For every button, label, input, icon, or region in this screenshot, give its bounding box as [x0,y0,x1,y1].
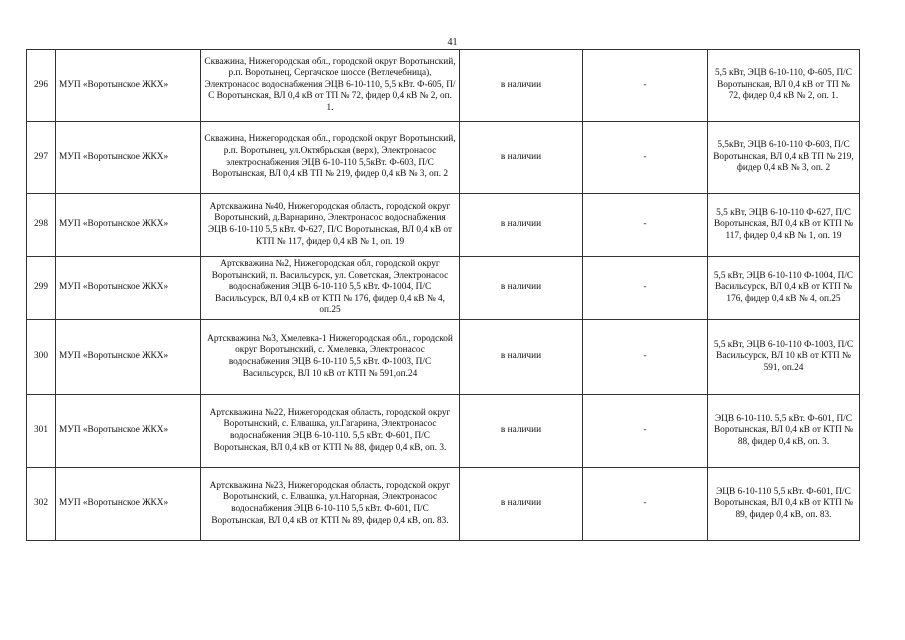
object-description-cell: Артскважина №40, Нижегородская область, городской округ Воротынский, д.Варнарино, Электронасос водоснабжения ЭЦВ 6-10-110 5,5 кВт. Ф-627, П/С Воротынская, ВЛ 0,4 кВ от КТП № 117, фидер 0,4 кВ № 1, оп. 19 [201,194,460,257]
row-number: 299 [27,257,56,320]
organization-cell: МУП «Воротынское ЖКХ» [56,395,201,468]
empty-value-cell: - [583,320,708,395]
parameters-cell: 5,5кВт, ЭЦВ 6-10-110 Ф-603, П/С Воротынская, ВЛ 0,4 кВ ТП № 219, фидер 0,4 кВ № 3, оп. 2 [708,122,860,194]
parameters-cell: 5,5 кВт, ЭЦВ 6-10-110 Ф-1004, П/С Васильсурск, ВЛ 0,4 кВ от КТП № 176, фидер 0,4 кВ № 4, оп.25 [708,257,860,320]
status-cell: в наличии [460,395,583,468]
status-cell: в наличии [460,257,583,320]
organization-cell: МУП «Воротынское ЖКХ» [56,194,201,257]
row-number: 297 [27,122,56,194]
object-description-cell: Артскважина №2, Нижегородская обл, городской округ Воротынский, п. Васильсурск, ул. Советская, Электронасос водоснабжения ЭЦВ 6-10-110 5,5 кВт. Ф-1004, П/С Васильсурск, ВЛ 0,4 кВ от КТП № 176, фидер 0,4 кВ № 4, оп.25 [201,257,460,320]
parameters-cell: ЭЦВ 6-10-110. 5,5 кВт. Ф-601, П/С Воротынская, ВЛ 0,4 кВ от КТП № 88, фидер 0,4 кВ, оп. 3. [708,395,860,468]
row-number: 300 [27,320,56,395]
status-cell: в наличии [460,468,583,541]
page-number: 41 [447,37,458,48]
status-cell: в наличии [460,320,583,395]
status-cell: в наличии [460,122,583,194]
row-number: 301 [27,395,56,468]
empty-value-cell: - [583,194,708,257]
object-description-cell: Артскважина №23, Нижегородская область, городской округ Воротынский, с. Елвашка, ул.Нагорная, Электронасос водоснабжения ЭЦВ 6-10-110 5,5 кВт. Ф-601, П/С Воротынская, ВЛ 0,4 кВ от КТП № 89, фидер 0,4 кВ, оп. 83. [201,468,460,541]
object-description-cell: Артскважина №3, Хмелевка-1 Нижегородская обл., городской округ Воротынский, с. Хмелевка, Электронасос водоснабжения ЭЦВ 6-10-110 5,5 кВт. Ф-1003, П/С Васильсурск, ВЛ 10 кВ от КТП № 591,оп.24 [201,320,460,395]
table-row [27,468,860,541]
empty-value-cell: - [583,257,708,320]
row-number: 302 [27,468,56,541]
parameters-cell: 5,5 кВт, ЭЦВ 6-10-110, Ф-605, П/С Воротынская, ВЛ 0,4 кВ от ТП № 72, фидер 0,4 кВ № 2, оп. 1. [708,50,860,122]
object-description-cell: Скважина, Нижегородская обл., городской округ Воротынский, р.п. Воротынец, Сергачское шоссе (Ветлечебница), Электронасос водоснабжения ЭЦВ 6-10-110, 5,5 кВт. Ф-605, П/С Воротынская, ВЛ 0,4 кВ от ТП № 72, фидер 0,4 кВ № 2, оп. 1. [201,50,460,122]
empty-value-cell: - [583,50,708,122]
table-row [27,395,860,468]
registry-table [26,49,860,541]
table-row [27,122,860,194]
status-cell: в наличии [460,194,583,257]
empty-value-cell: - [583,122,708,194]
empty-value-cell: - [583,468,708,541]
organization-cell: МУП «Воротынское ЖКХ» [56,122,201,194]
table-row [27,194,860,257]
organization-cell: МУП «Воротынское ЖКХ» [56,468,201,541]
row-number: 298 [27,194,56,257]
parameters-cell: 5,5 кВт, ЭЦВ 6-10-110 Ф-1003, П/С Васильсурск, ВЛ 10 кВ от КТП № 591, оп.24 [708,320,860,395]
table-row [27,50,860,122]
organization-cell: МУП «Воротынское ЖКХ» [56,257,201,320]
row-number: 296 [27,50,56,122]
status-cell: в наличии [460,50,583,122]
object-description-cell: Скважина, Нижегородская обл., городской округ Воротынский, р.п. Воротынец, ул.Октябрьская (верх), Электронасос электроснабжения ЭЦВ 6-10-110 5,5кВт. Ф-603, П/С Воротынская, ВЛ 0,4 кВ ТП № 219, фидер 0,4 кВ № 3, оп. 2 [201,122,460,194]
parameters-cell: ЭЦВ 6-10-110 5,5 кВт. Ф-601, П/С Воротынская, ВЛ 0,4 кВ от КТП № 89, фидер 0,4 кВ, оп. 83. [708,468,860,541]
object-description-cell: Артскважина №22, Нижегородская область, городской округ Воротынский, с. Елвашка, ул.Гагарина, Электронасос водоснабжения ЭЦВ 6-10-110. 5,5 кВт. Ф-601, П/С Воротынская, ВЛ 0,4 кВ от КТП № 88, фидер 0,4 кВ, оп. 3. [201,395,460,468]
table-row [27,320,860,395]
organization-cell: МУП «Воротынское ЖКХ» [56,320,201,395]
parameters-cell: 5,5 кВт, ЭЦВ 6-10-110 Ф-627, П/С Воротынская, ВЛ 0,4 кВ от КТП № 117, фидер 0,4 кВ № 1, оп. 19 [708,194,860,257]
empty-value-cell: - [583,395,708,468]
organization-cell: МУП «Воротынское ЖКХ» [56,50,201,122]
table-row [27,257,860,320]
